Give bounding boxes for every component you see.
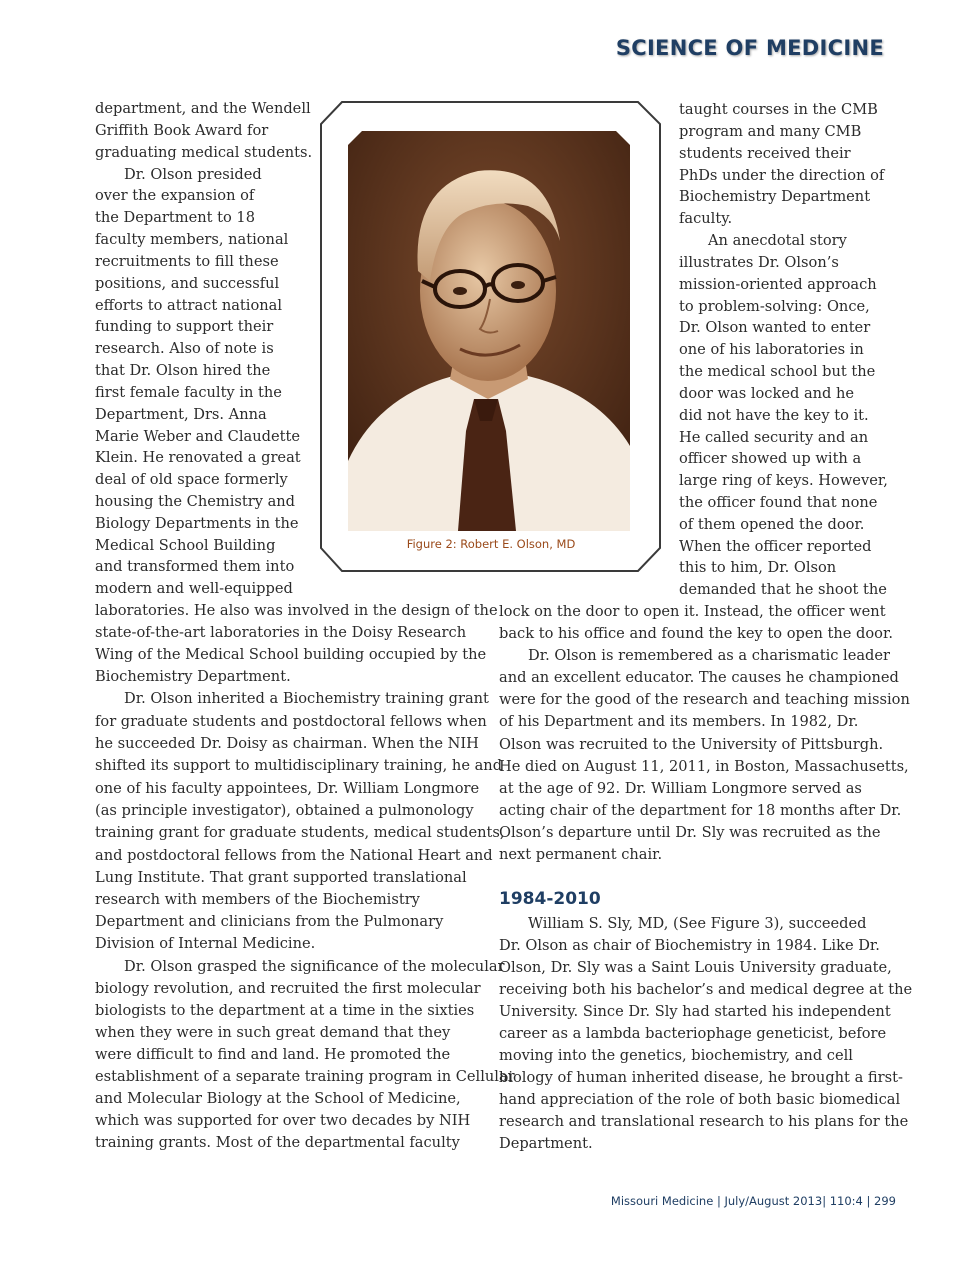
right-line: program and many CMB — [679, 123, 862, 140]
left-line: Dr. Olson grasped the significance of the molecular — [124, 958, 505, 975]
left-line: biologists to the department at a time in the sixties — [95, 1002, 475, 1019]
right-line: William S. Sly, MD, (See Figure 3), succeeded — [528, 915, 867, 932]
left-line: faculty members, national — [95, 231, 289, 248]
section-heading: 1984-2010 — [499, 889, 601, 909]
right-line: Olson’s departure until Dr. Sly was recruited as the — [499, 824, 881, 841]
left-line: Marie Weber and Claudette — [95, 428, 300, 445]
left-line: Wing of the Medical School building occupied by the — [95, 646, 487, 663]
left-line: Lung Institute. That grant supported translational — [95, 869, 467, 886]
right-line: at the age of 92. Dr. William Longmore served as — [499, 780, 862, 797]
left-line: department, and the Wendell — [95, 100, 311, 117]
left-line: training grant for graduate students, medical students, — [95, 824, 505, 841]
left-line: deal of old space formerly — [95, 471, 288, 488]
right-line: of them opened the door. — [679, 516, 865, 533]
right-line: the medical school but the — [679, 363, 876, 380]
right-line: the officer found that none — [679, 494, 878, 511]
right-line: When the officer reported — [679, 538, 872, 555]
left-line: Department and clinicians from the Pulmonary — [95, 913, 444, 930]
left-line: Dr. Olson presided — [124, 166, 262, 183]
right-line: back to his office and found the key to open the door. — [499, 625, 893, 642]
figure-caption: Figure 2: Robert E. Olson, MD — [406, 537, 576, 551]
left-line: that Dr. Olson hired the — [95, 362, 271, 379]
left-line: one of his faculty appointees, Dr. William Longmore — [95, 780, 480, 797]
left-line: and postdoctoral fellows from the National Heart and — [95, 847, 493, 864]
left-line: funding to support their — [95, 318, 274, 335]
right-line: to problem-solving: Once, — [679, 298, 870, 315]
left-line: shifted its support to multidisciplinary training, he and — [95, 757, 503, 774]
right-line: officer showed up with a — [679, 450, 862, 467]
left-line: Dr. Olson inherited a Biochemistry training grant — [124, 690, 489, 707]
right-line: moving into the genetics, biochemistry, and cell — [499, 1047, 853, 1064]
left-line: the Department to 18 — [95, 209, 255, 226]
right-line: career as a lambda bacteriophage geneticist, before — [499, 1025, 887, 1042]
left-line: state-of-the-art laboratories in the Doisy Research — [95, 624, 467, 641]
right-line: He called security and an — [679, 429, 869, 446]
right-line: and an excellent educator. The causes he championed — [499, 669, 899, 686]
left-line: over the expansion of — [95, 187, 255, 204]
left-line: and Molecular Biology at the School of Medicine, — [95, 1090, 461, 1107]
right-line: Biochemistry Department — [679, 188, 871, 205]
right-line: this to him, Dr. Olson — [679, 559, 837, 576]
right-line: PhDs under the direction of — [679, 167, 885, 184]
right-line: did not have the key to it. — [679, 407, 869, 424]
left-line: which was supported for over two decades by NIH — [95, 1112, 471, 1129]
left-line: Biochemistry Department. — [95, 668, 291, 685]
right-line: acting chair of the department for 18 months after Dr. — [499, 802, 902, 819]
footer-citation: Missouri Medicine | July/August 2013| 110:4 | 299 — [610, 1194, 896, 1208]
right-line: Olson was recruited to the University of Pittsburgh. — [499, 736, 884, 753]
right-line: Dr. Olson wanted to enter — [679, 319, 871, 336]
right-line: were for the good of the research and teaching mission — [499, 691, 910, 708]
left-line: recruitments to fill these — [95, 253, 279, 270]
left-line: modern and well-equipped — [95, 580, 293, 597]
left-line: for graduate students and postdoctoral fellows when — [95, 713, 487, 730]
section-title: SCIENCE OF MEDICINE — [615, 36, 884, 60]
left-line: Biology Departments in the — [95, 515, 299, 532]
left-line: graduating medical students. — [95, 144, 313, 161]
right-line: of his Department and its members. In 1982, Dr. — [499, 713, 859, 730]
right-line: illustrates Dr. Olson’s — [679, 254, 839, 271]
left-line: first female faculty in the — [95, 384, 282, 401]
right-line: next permanent chair. — [499, 846, 663, 863]
left-line: biology revolution, and recruited the first molecular — [95, 980, 481, 997]
left-line: Division of Internal Medicine. — [95, 935, 316, 952]
left-line: laboratories. He also was involved in the design of the — [95, 602, 498, 619]
left-line: training grants. Most of the departmental faculty — [95, 1134, 460, 1151]
left-line: efforts to attract national — [95, 297, 283, 314]
right-line: taught courses in the CMB — [679, 101, 878, 118]
left-line: Klein. He renovated a great — [95, 449, 301, 466]
right-line: research and translational research to his plans for the — [499, 1113, 909, 1130]
right-line: Dr. Olson is remembered as a charismatic leader — [528, 647, 891, 664]
left-line: housing the Chemistry and — [95, 493, 296, 510]
left-line: Griffith Book Award for — [95, 122, 269, 139]
right-line: An anecdotal story — [708, 232, 847, 249]
left-line: research. Also of note is — [95, 340, 274, 357]
right-line: door was locked and he — [679, 385, 855, 402]
left-line: were difficult to find and land. He promoted the — [95, 1046, 451, 1063]
right-line: students received their — [679, 145, 851, 162]
right-line: Olson, Dr. Sly was a Saint Louis University graduate, — [499, 959, 892, 976]
right-line: faculty. — [679, 210, 733, 227]
right-line: mission-oriented approach — [679, 276, 877, 293]
right-line: receiving both his bachelor’s and medical degree at the — [499, 981, 913, 998]
left-line: research with members of the Biochemistry — [95, 891, 420, 908]
right-line: demanded that he shoot the — [679, 581, 887, 598]
right-line: hand appreciation of the role of both basic biomedical — [499, 1091, 901, 1108]
right-line: University. Since Dr. Sly had started his independent — [499, 1003, 891, 1020]
right-line: biology of human inherited disease, he brought a first- — [499, 1069, 903, 1086]
right-line: one of his laboratories in — [679, 341, 864, 358]
left-line: (as principle investigator), obtained a pulmonology — [95, 802, 474, 819]
left-line: positions, and successful — [95, 275, 280, 292]
left-line: and transformed them into — [95, 558, 295, 575]
left-line: establishment of a separate training program in Cellular — [95, 1068, 515, 1085]
left-line: he succeeded Dr. Doisy as chairman. When the NIH — [95, 735, 479, 752]
left-line: when they were in such great demand that they — [95, 1024, 451, 1041]
right-line: Department. — [499, 1135, 593, 1152]
right-line: large ring of keys. However, — [679, 472, 888, 489]
left-line: Department, Drs. Anna — [95, 406, 267, 423]
left-line: Medical School Building — [95, 537, 276, 554]
right-line: He died on August 11, 2011, in Boston, Massachusetts, — [499, 758, 909, 775]
right-line: Dr. Olson as chair of Biochemistry in 1984. Like Dr. — [499, 937, 880, 954]
portrait-photo — [348, 131, 630, 531]
right-line: lock on the door to open it. Instead, the officer went — [499, 603, 886, 620]
